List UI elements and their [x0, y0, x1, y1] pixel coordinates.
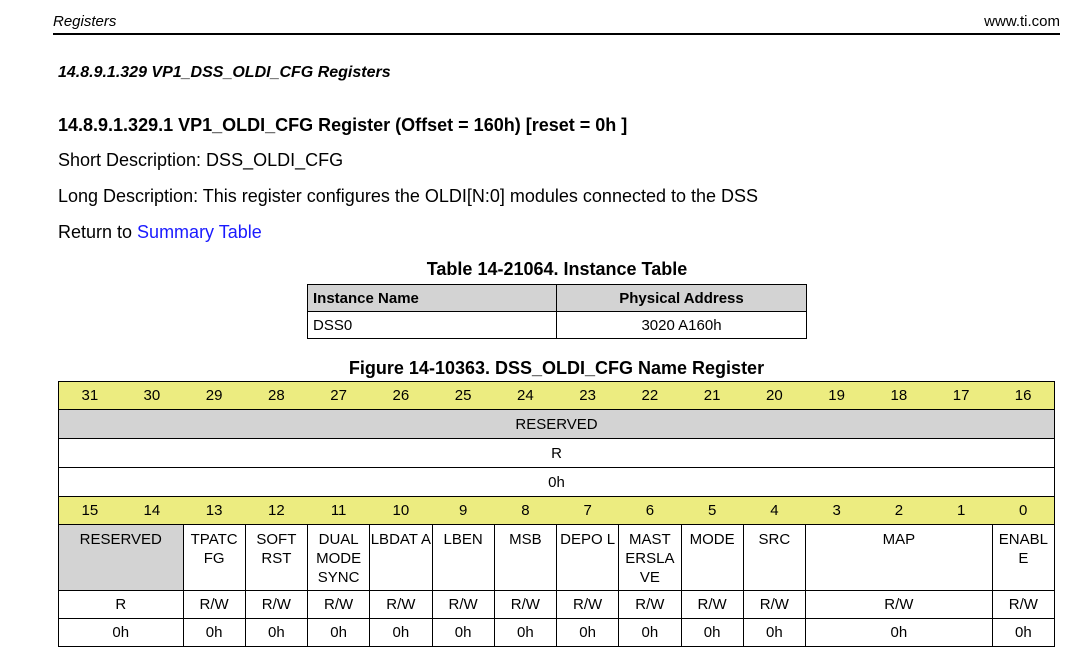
access-cell: R/W: [619, 591, 681, 619]
bit-number: 9: [432, 497, 494, 525]
bit-number: 3: [806, 497, 868, 525]
page-header-site[interactable]: www.ti.com: [984, 13, 1060, 30]
reset-cell: 0h: [308, 619, 370, 647]
access-reserved-upper: R: [59, 439, 1055, 468]
access-cell: R/W: [432, 591, 494, 619]
return-line: [58, 222, 262, 243]
bit-number: 23: [557, 382, 619, 410]
instance-name-header: Instance Name: [308, 285, 557, 312]
instance-table-caption: Table 14-21064. Instance Table: [426, 259, 688, 279]
access-cell: R/W: [370, 591, 432, 619]
long-description: Long Description: This register configures the OLDI[N:0] modules connected to the DSS: [58, 186, 759, 206]
table-row: [308, 312, 807, 339]
access-cell: R/W: [245, 591, 307, 619]
bit-number: 22: [619, 382, 681, 410]
reset-cell: 0h: [183, 619, 245, 647]
field-msb: MSB: [494, 525, 556, 591]
bit-number: 25: [432, 382, 494, 410]
bit-number: 16: [992, 382, 1054, 410]
reset-cell: 0h: [245, 619, 307, 647]
bit-number: 24: [494, 382, 556, 410]
access-cell: R/W: [681, 591, 743, 619]
physical-address-cell: 3020 A160h: [557, 312, 807, 339]
reset-cell: 0h: [992, 619, 1054, 647]
upper-access-row: [59, 439, 1055, 468]
bit-number: 28: [245, 382, 307, 410]
reset-reserved-upper: 0h: [59, 468, 1055, 497]
access-cell: R/W: [183, 591, 245, 619]
reset-cell: 0h: [681, 619, 743, 647]
instance-name-cell: DSS0: [308, 312, 557, 339]
bit-number: 4: [743, 497, 805, 525]
bit-number: 5: [681, 497, 743, 525]
bit-number: 1: [930, 497, 992, 525]
lower-bit-numbers-row: [59, 497, 1055, 525]
instance-table-header: [308, 285, 807, 312]
reset-cell: 0h: [59, 619, 184, 647]
figure-caption: Figure 14-10363. DSS_OLDI_CFG Name Register: [348, 358, 765, 378]
reset-cell: 0h: [806, 619, 993, 647]
bit-number: 19: [806, 382, 868, 410]
bit-number: 13: [183, 497, 245, 525]
reset-cell: 0h: [432, 619, 494, 647]
bit-number: 8: [494, 497, 556, 525]
field-softrst: SOFT RST: [245, 525, 307, 591]
field-src: SRC: [743, 525, 805, 591]
access-cell: R/W: [806, 591, 993, 619]
bit-number: 10: [370, 497, 432, 525]
field-reserved-upper: RESERVED: [59, 410, 1055, 439]
bit-number: 21: [681, 382, 743, 410]
physical-address-header: Physical Address: [557, 285, 807, 312]
access-cell: R/W: [743, 591, 805, 619]
bit-number: 0: [992, 497, 1054, 525]
reset-cell: 0h: [494, 619, 556, 647]
upper-reset-row: [59, 468, 1055, 497]
bit-number: 30: [121, 382, 183, 410]
lower-reset-row: [59, 619, 1055, 647]
short-description: Short Description: DSS_OLDI_CFG: [58, 150, 344, 170]
register-bit-table: [58, 381, 1055, 647]
access-cell: R/W: [494, 591, 556, 619]
bit-number: 2: [868, 497, 930, 525]
field-enable: ENABL E: [992, 525, 1054, 591]
field-lben: LBEN: [432, 525, 494, 591]
access-cell: R: [59, 591, 184, 619]
field-tpatcfg: TPATC FG: [183, 525, 245, 591]
reset-cell: 0h: [370, 619, 432, 647]
access-cell: R/W: [557, 591, 619, 619]
bit-number: 31: [59, 382, 121, 410]
instance-table: [307, 284, 807, 339]
field-dualmodesync: DUAL MODE SYNC: [308, 525, 370, 591]
bit-number: 20: [743, 382, 805, 410]
field-lbdata: LBDAT A: [370, 525, 432, 591]
upper-field-row: [59, 410, 1055, 439]
field-map: MAP: [806, 525, 993, 591]
bit-number: 12: [245, 497, 307, 525]
page-header-section: Registers: [53, 13, 117, 30]
return-prefix: Return to: [58, 222, 138, 242]
bit-number: 18: [868, 382, 930, 410]
bit-number: 17: [930, 382, 992, 410]
lower-access-row: [59, 591, 1055, 619]
bit-number: 26: [370, 382, 432, 410]
lower-field-row: [59, 525, 1055, 591]
upper-bit-numbers-row: [59, 382, 1055, 410]
reset-cell: 0h: [619, 619, 681, 647]
reset-cell: 0h: [743, 619, 805, 647]
section-title: 14.8.9.1.329 VP1_DSS_OLDI_CFG Registers: [58, 64, 391, 81]
field-mode: MODE: [681, 525, 743, 591]
access-cell: R/W: [992, 591, 1054, 619]
header-divider: [53, 33, 1060, 35]
summary-table-link[interactable]: Summary Table: [137, 222, 262, 242]
access-cell: R/W: [308, 591, 370, 619]
bit-number: 27: [308, 382, 370, 410]
field-masterslave: MAST ERSLA VE: [619, 525, 681, 591]
field-depol: DEPO L: [557, 525, 619, 591]
bit-number: 29: [183, 382, 245, 410]
field-reserved-lower: RESERVED: [59, 525, 184, 591]
bit-number: 15: [59, 497, 121, 525]
bit-number: 7: [557, 497, 619, 525]
bit-number: 11: [308, 497, 370, 525]
reset-cell: 0h: [557, 619, 619, 647]
register-title: 14.8.9.1.329.1 VP1_OLDI_CFG Register (Offset = 160h) [reset = 0h ]: [58, 115, 628, 135]
bit-number: 6: [619, 497, 681, 525]
bit-number: 14: [121, 497, 183, 525]
